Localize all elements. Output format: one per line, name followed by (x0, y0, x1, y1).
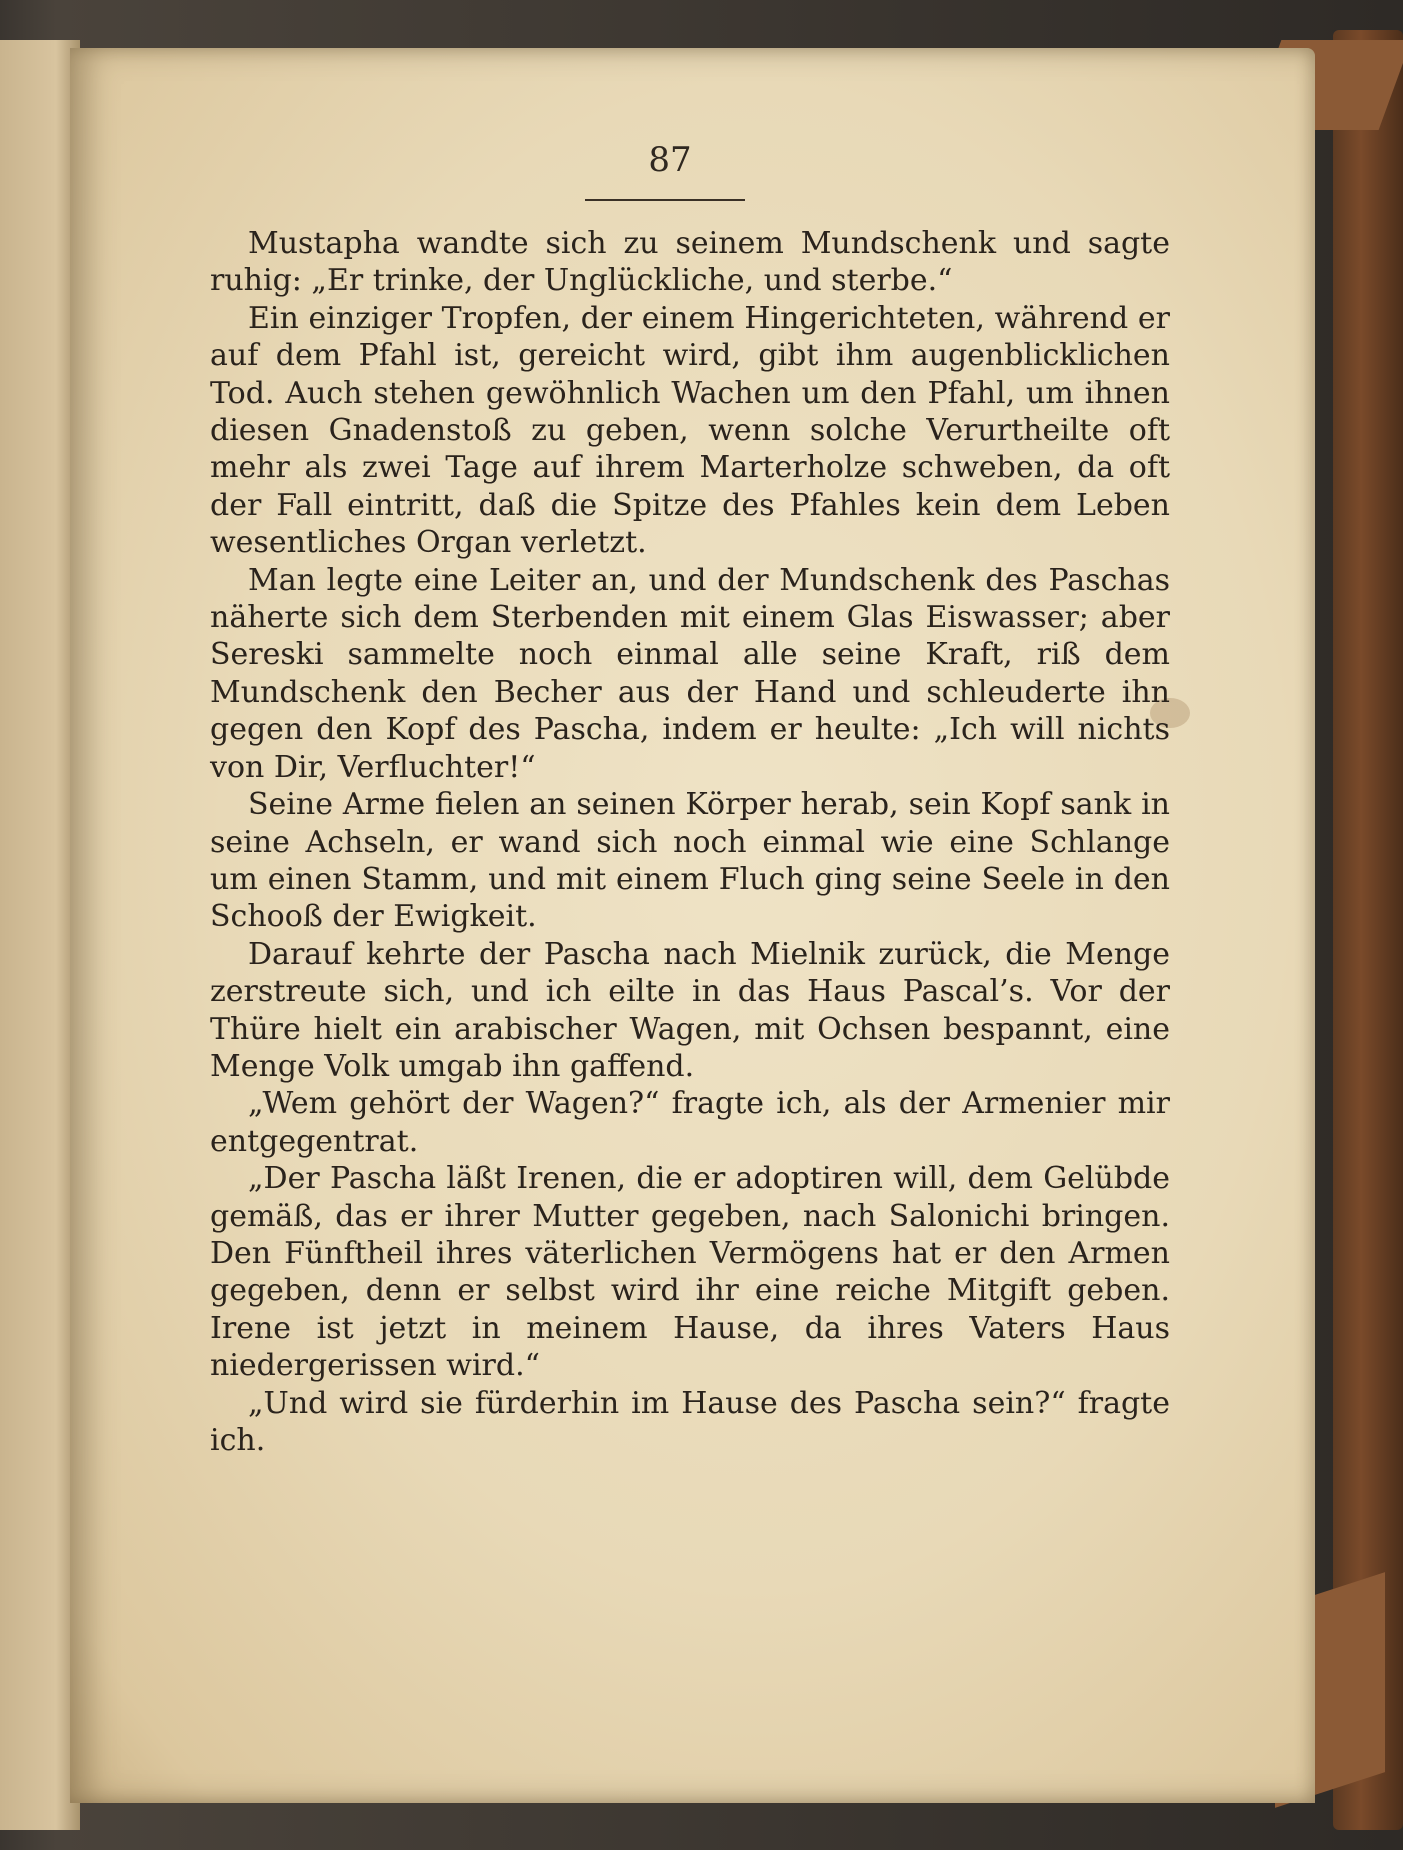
page-number-rule (585, 199, 745, 201)
paragraph-6: „Wem gehört der Wagen?“ fragte ich, als der Armenier mir entgegentrat. (210, 1086, 1170, 1159)
left-page-edge (0, 40, 80, 1830)
book-cover-edge (1333, 30, 1403, 1830)
paragraph-2: Ein einziger Tropfen, der einem Hingerichteten, während er auf dem Pfahl ist, gereicht wird, gibt ihm augenblicklichen Tod. Auch stehen gewöhnlich Wachen um den Pfahl, um ihnen diesen Gnadenstoß zu geben, wenn solche Verurtheilte oft mehr als zwei Tage auf ihrem Marterholze schweben, da oft der Fall eintritt, daß die Spitze des Pfahles kein dem Leben wesentliches Organ verletzt. (210, 300, 1170, 561)
paragraph-4: Seine Arme fielen an seinen Körper herab, sein Kopf sank in seine Achseln, er wand sich noch einmal wie eine Schlange um einen Stamm, und mit einem Fluch ging seine Seele in den Schooß der Ewigkeit. (210, 787, 1170, 935)
paragraph-7: „Der Pascha läßt Irenen, die er adoptiren will, dem Gelübde gemäß, das er ihrer Mutter gegeben, nach Salonichi bringen. Den Fünftheil ihres väterlichen Vermögens hat er den Armen gegeben, denn er selbst wird ihr eine reiche Mitgift geben. Irene ist jetzt in meinem Hause, da ihres Vaters Haus niedergerissen wird.“ (210, 1161, 1170, 1384)
paragraph-5: Darauf kehrte der Pascha nach Mielnik zurück, die Menge zerstreute sich, und ich eilte in das Haus Pascal’s. Vor der Thüre hielt ein arabischer Wagen, mit Ochsen bespannt, eine Menge Volk umgab ihn gaffend. (210, 936, 1170, 1084)
page-number: 87 (648, 140, 692, 180)
paragraph-1: Mustapha wandte sich zu seinem Mundschenk und sagte ruhig: „Er trinke, der Unglückliche, und sterbe.“ (210, 226, 1170, 299)
paragraph-8: „Und wird sie fürderhin im Hause des Pascha sein?“ fragte ich. (210, 1385, 1170, 1458)
paragraph-3: Man legte eine Leiter an, und der Mundschenk des Paschas näherte sich dem Sterbenden mit einem Glas Eiswasser; aber Sereski sammelte noch einmal alle seine Kraft, riß dem Mundschenk den Becher aus der Hand und schleuderte ihn gegen den Kopf des Pascha, indem er heulte: „Ich will nichts von Dir, Verfluchter!“ (210, 562, 1170, 785)
body-text (210, 225, 1170, 1459)
